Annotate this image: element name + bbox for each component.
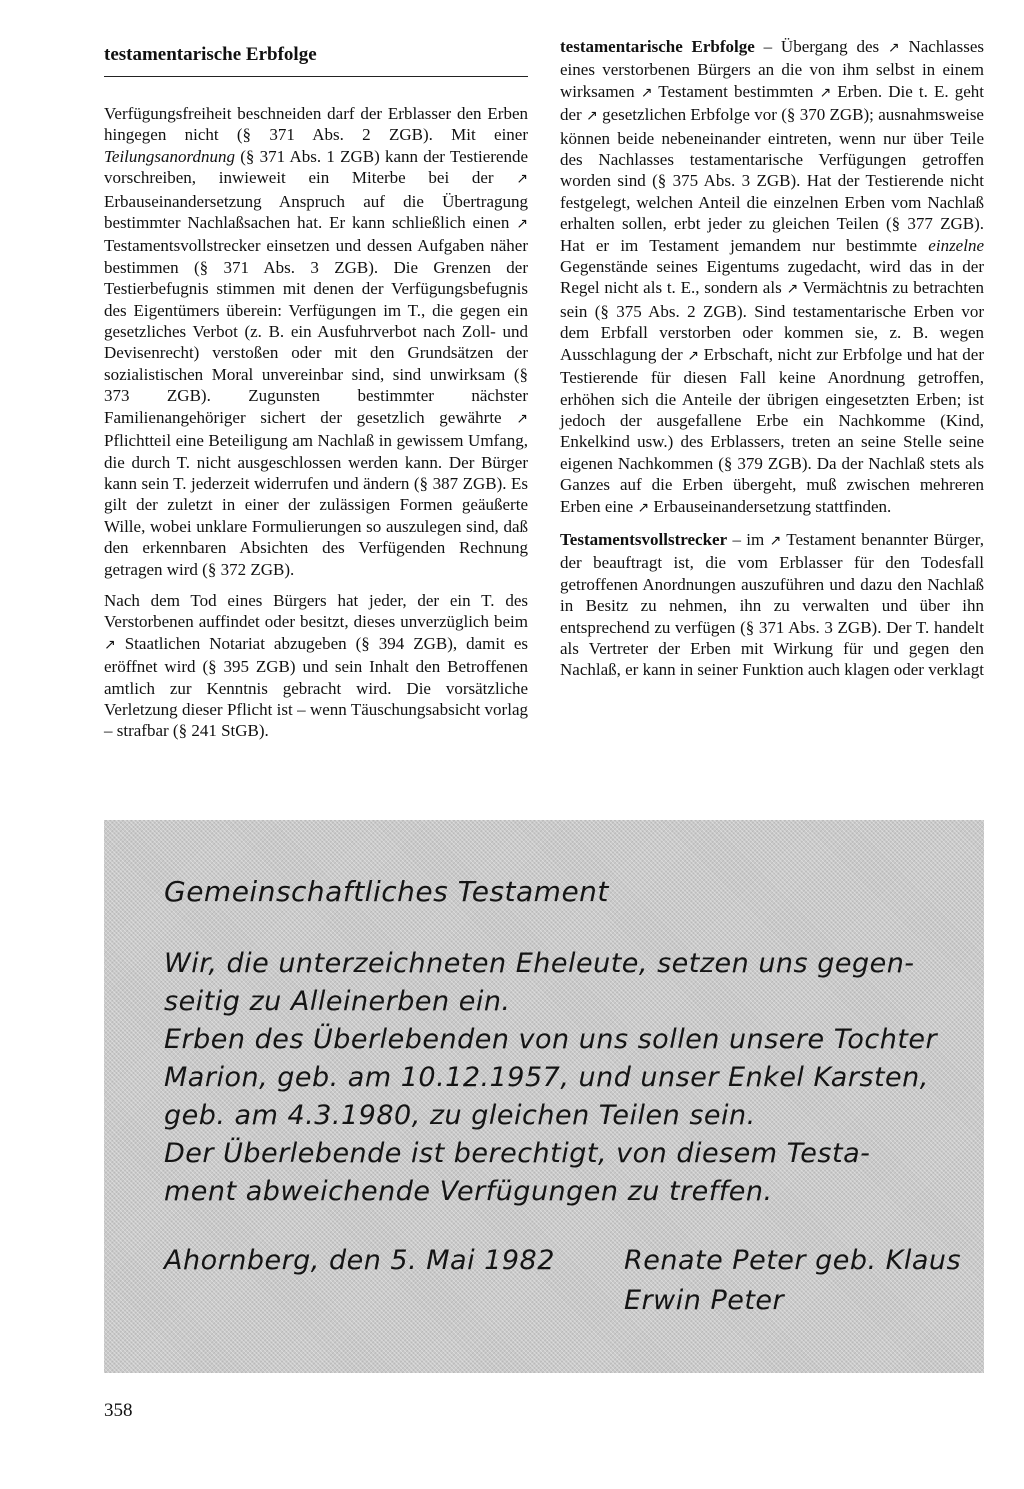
- cross-reference-arrow-icon: ↗: [516, 410, 528, 427]
- cross-reference-arrow-icon: ↗: [586, 108, 598, 125]
- cross-reference-arrow-icon: ↗: [786, 281, 799, 298]
- cross-reference-arrow-icon: ↗: [769, 532, 782, 549]
- cross-reference-arrow-icon: ↗: [887, 40, 900, 56]
- handwritten-testament-figure: [104, 820, 984, 1373]
- testament-body: [164, 945, 937, 1211]
- page-number: 358: [104, 1400, 133, 1421]
- testament-line: Wir, die unterzeichneten Eheleute, setzen uns gegen-: [164, 948, 915, 979]
- testament-title: Gemeinschaftliches Testament: [164, 875, 609, 908]
- signature: Erwin Peter: [624, 1285, 785, 1316]
- cross-reference-arrow-icon: ↗: [637, 499, 650, 516]
- cross-reference-arrow-icon: ↗: [687, 347, 700, 364]
- paragraph: Nach dem Tod eines Bürgers hat jeder, der ein T. des Verstorbenen auffindet oder besitzt, dieses unverzüglich beim ↗ Staatlichen Notariat abzugeben (§ 394 ZGB), damit es eröffnet wird (§ 395 ZGB) und sein Inhalt den Betroffenen amtlich zur Kenntnis gebracht wird. Die vorsätzliche Verletzung dieser Pflicht ist – wenn Täuschungsabsicht vorlag – strafbar (§ 241 StGB).: [104, 590, 528, 741]
- left-column: [104, 103, 528, 752]
- signature: Renate Peter geb. Klaus: [624, 1245, 962, 1276]
- testament-line: geb. am 4.3.1980, zu gleichen Teilen sein.: [164, 1100, 756, 1131]
- right-column: [560, 36, 984, 691]
- dictionary-entry: testamentarische Erbfolge – Übergang des ↗ Nachlasses eines verstorbenen Bürgers an die von ihm selbst in einem wirksamen ↗ Testament bestimmten ↗ Erben. Die t. E. geht der ↗ gesetzlichen Erbfolge vor (§ 370 ZGB); ausnahmsweise können beide nebeneinander eintreten, wenn nur über Teile des Nachlasses testamentarische Verfügungen getroffen worden sind (§ 375 Abs. 3 ZGB). Hat der Testierende nicht festgelegt, welchen Anteil die einzelnen Erben vom Nachlaß erhalten sollen, erbt jeder zu gleichen Teilen (§ 377 ZGB). Hat er im Testament jemandem nur bestimmte einzelne Gegenstände seines Eigentums zugedacht, wird das in der Regel nicht als t. E., sondern als ↗ Vermächtnis zu betrachten sein (§ 375 Abs. 2 ZGB). Sind testamentarische Erben vor dem Erbfall verstorben oder kommen sie, z. B. wegen Ausschlagung der ↗ Erbschaft, nicht zur Erbfolge und hat der Testierende für diesen Fall keine Anordnung getroffen, erhöhen sich die Anteile der übrigen eingesetzten Erben; ist jedoch der ausgefallene Erbe ein Nachkomme (Kind, Enkelkind usw.) des Erblassers, treten an seine Stelle seine eigenen Nachkommen (§ 379 ZGB). Da der Nachlaß stets als Ganzes auf die Erben übergeht, muß zwischen mehreren Erben eine ↗ Erbauseinandersetzung stattfinden.: [560, 37, 985, 516]
- paragraph: Verfügungsfreiheit beschneiden darf der Erblasser den Erben hingegen nicht (§ 371 Abs. 2 ZGB). Mit einer Teilungsanordnung (§ 371 Abs. 1 ZGB) kann der Testierende vorschreiben, inwieweit ein Miterbe bei der ↗ Erbauseinandersetzung Anspruch auf die Übertragung bestimmter Nachlaßsachen hat. Er kann schließlich einen ↗ Testamentsvollstrecker einsetzen und dessen Aufgaben näher bestimmen (§ 371 Abs. 3 ZGB). Die Grenzen der Testierbefugnis stimmen mit denen der Verfügungsbefugnis des Eigentümers überein: Verfügungen im T., die gegen ein gesetzliches Verbot (z. B. ein Ausfuhrverbot nach Zoll- und Devisenrecht) verstoßen oder mit den Grundsätzen der sozialistischen Moral unvereinbar sind, sind unwirksam (§ 373 ZGB). Zugunsten bestimmter nächster Familienangehöriger sichert der gesetzlich gewährte ↗ Pflichtteil eine Beteiligung am Nachlaß in gewissem Umfang, die durch T. nicht ausgeschlossen werden kann. Der Bürger kann sein T. jederzeit widerrufen und ändern (§ 387 ZGB). Es gilt der zuletzt in einer der zulässigen Formen geäußerte Wille, wobei unklare Formulierungen so auszulegen sind, daß den erkennbaren Absichten des Verfügenden Rechnung getragen wird (§ 372 ZGB).: [104, 104, 528, 579]
- cross-reference-arrow-icon: ↗: [640, 84, 653, 101]
- place-and-date: Ahornberg, den 5. Mai 1982: [164, 1245, 555, 1276]
- testament-line: Erben des Überlebenden von uns sollen unsere Tochter: [164, 1024, 938, 1055]
- dictionary-entry: Testamentsvollstrecker – im ↗ Testament benannter Bürger, der beauftragt ist, die vom Erblasser für den Todesfall getroffenen Anordnungen auszuführen und dazu den Nachlaß in Besitz zu nehmen, ihn zu verwalten und über ihn entsprechend zu verfügen (§ 371 Abs. 3 ZGB). Der T. handelt als Vertreter der Erben mit Wirkung für und gegen den Nachlaß, er kann in seiner Funktion auch klagen oder verklagt: [560, 529, 984, 680]
- cross-reference-arrow-icon: ↗: [516, 216, 528, 233]
- testament-line: Der Überlebende ist berechtigt, von diesem Testa-: [164, 1138, 871, 1169]
- testament-line: seitig zu Alleinerben ein.: [164, 986, 511, 1017]
- cross-reference-arrow-icon: ↗: [819, 84, 832, 101]
- cross-reference-arrow-icon: ↗: [516, 171, 528, 188]
- running-header: testamentarische Erbfolge: [104, 44, 528, 77]
- cross-reference-arrow-icon: ↗: [104, 636, 116, 653]
- entry-term: testamentarische Erbfolge: [560, 37, 755, 56]
- testament-line: ment abweichende Verfügungen zu treffen.: [164, 1176, 773, 1207]
- entry-term: Testamentsvollstrecker: [560, 529, 728, 549]
- testament-line: Marion, geb. am 10.12.1957, und unser Enkel Karsten,: [164, 1062, 929, 1093]
